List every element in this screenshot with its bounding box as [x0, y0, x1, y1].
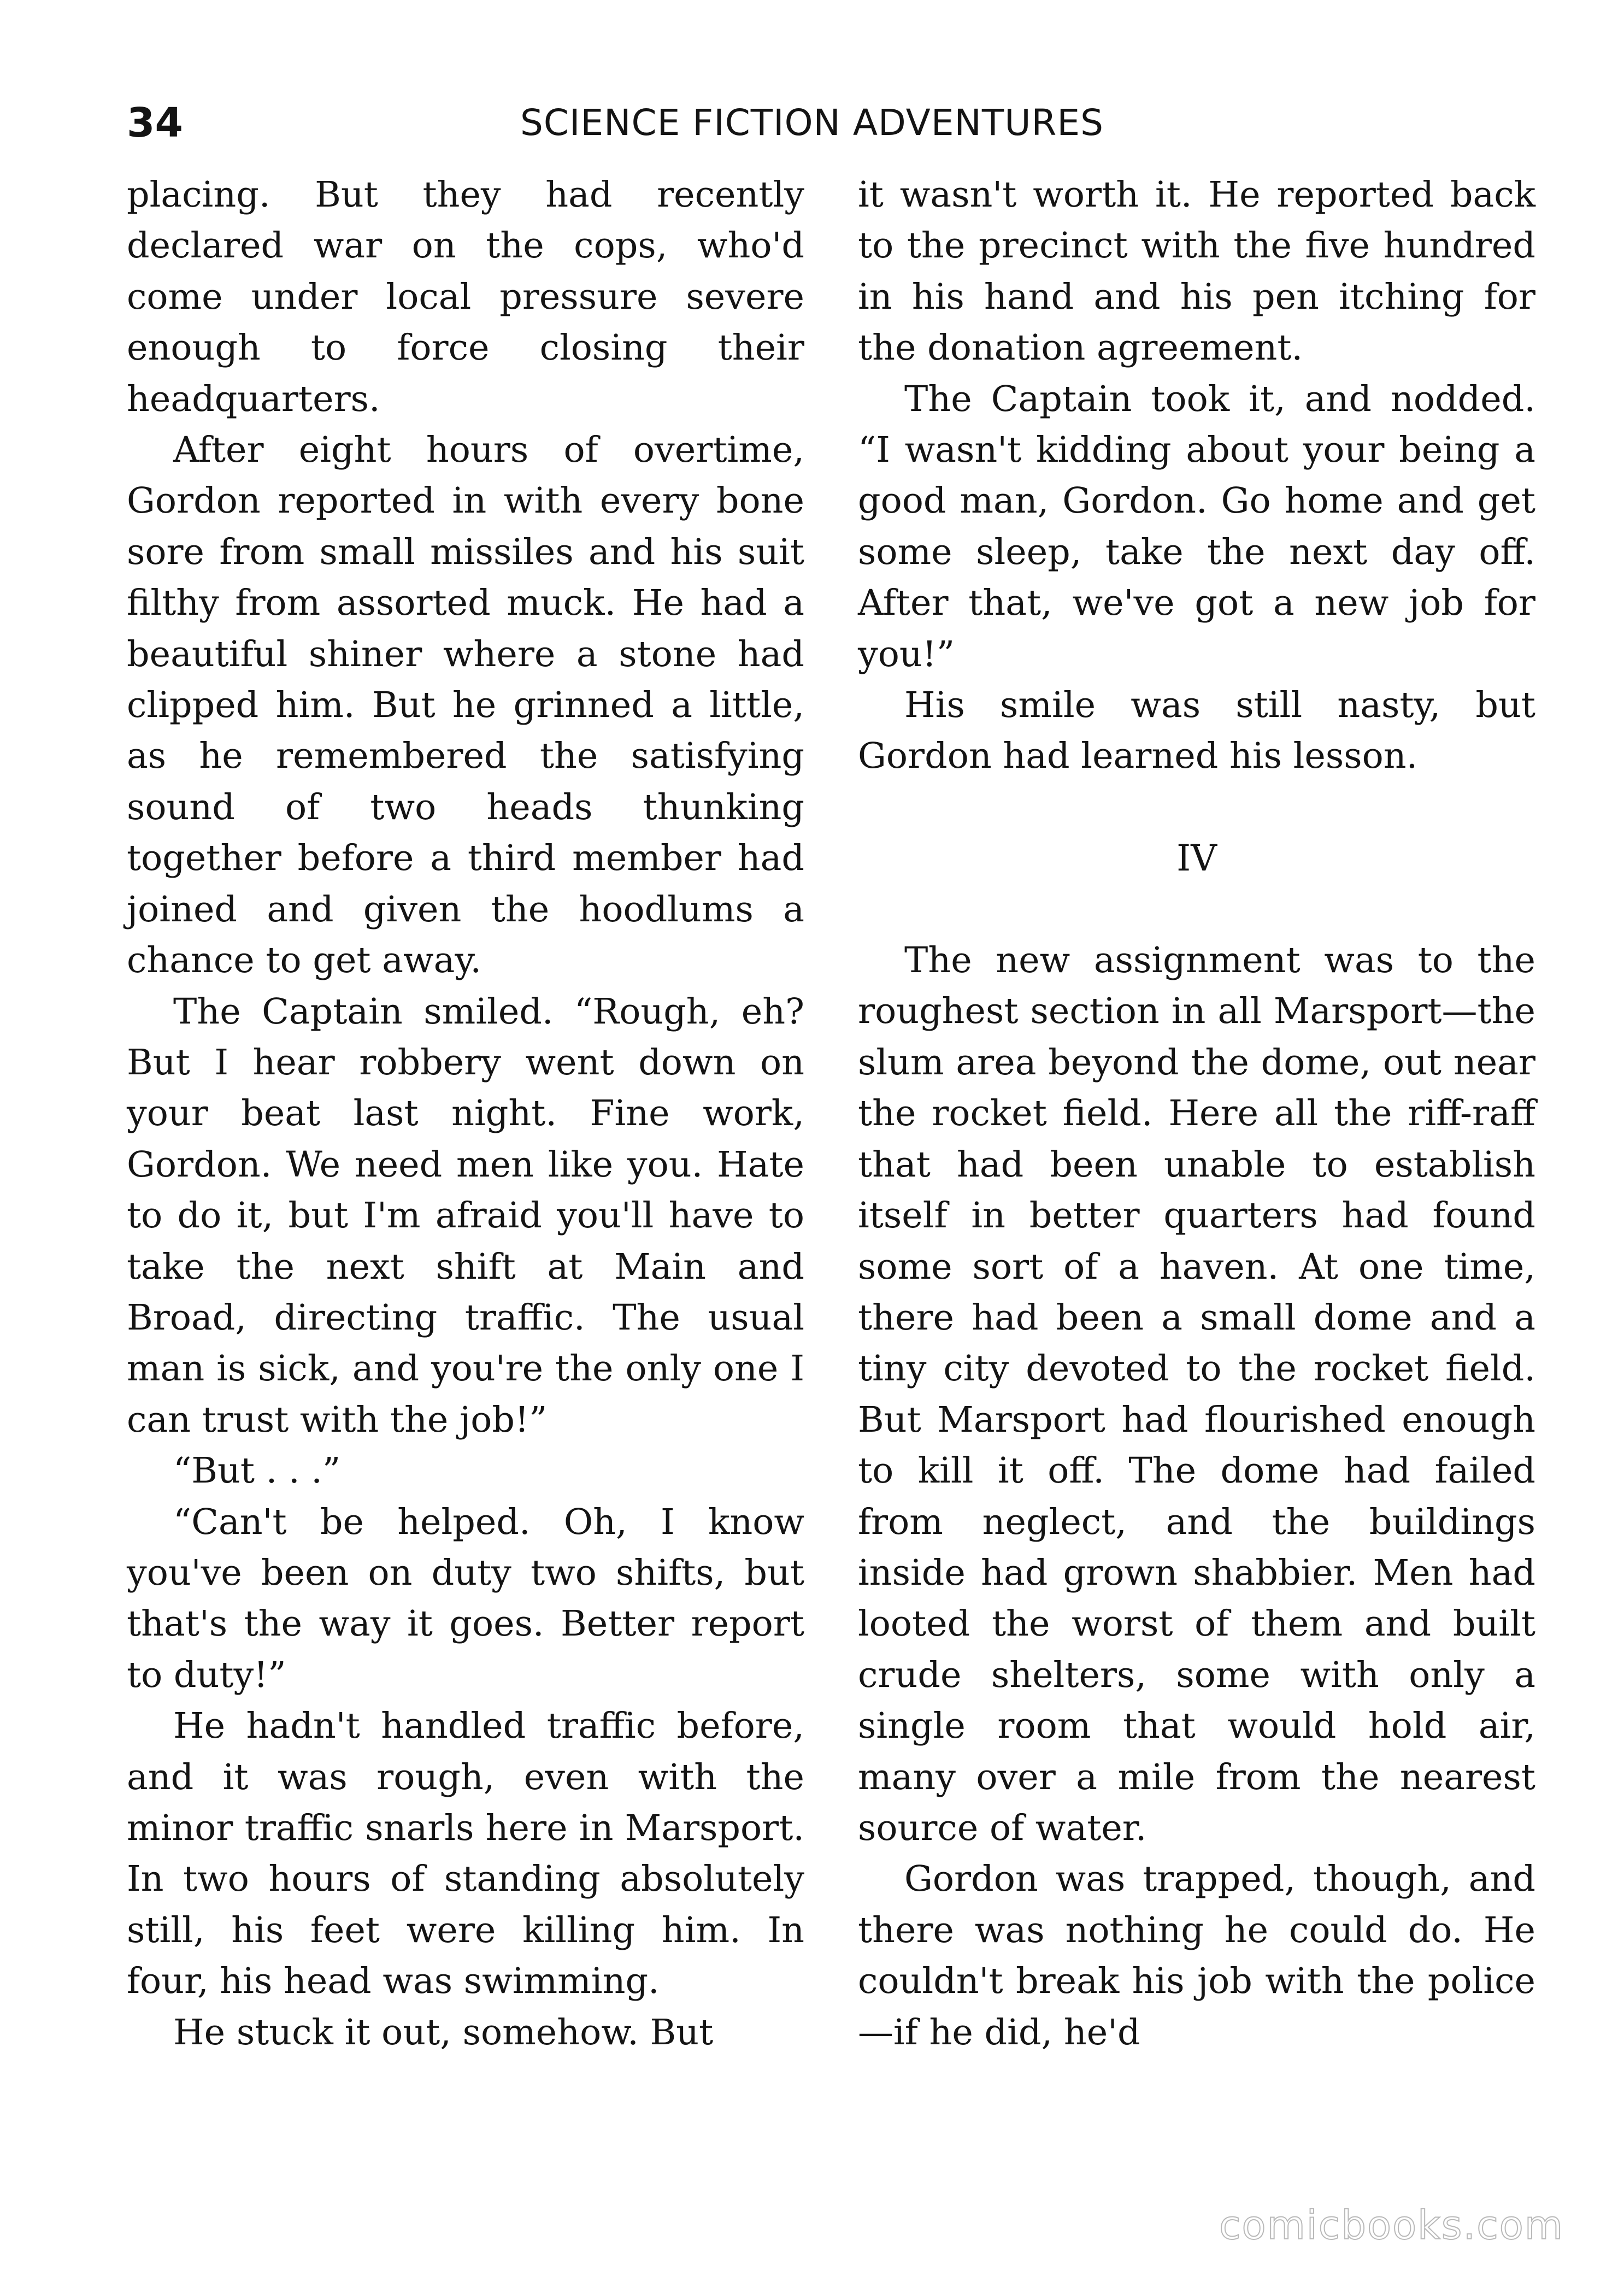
section-heading: IV: [1176, 837, 1217, 880]
paragraph: “Can't be helped. Oh, I know you've been on duty two shifts, but that's the way it goes. Better report to duty!”: [127, 1501, 804, 1696]
page-number: 34: [127, 99, 183, 146]
paragraph: The Captain took it, and nodded. “I wasn't kidding about your being a good man, Gordon. Go home and get some sleep, take the next day off. After that, we've got a new job for you!”: [858, 378, 1535, 675]
paragraph: it wasn't worth it. He reported back to the precinct with the five hundred in his hand and his pen itching for the donation agreement.: [858, 174, 1535, 369]
left-text-column: [127, 169, 804, 2058]
right-column-text-before-heading: [858, 169, 1535, 782]
paragraph: He stuck it out, somehow. But: [173, 2012, 714, 2053]
right-text-column: [858, 169, 1535, 2058]
paragraph: His smile was still nasty, but Gordon had learned his lesson.: [858, 685, 1535, 777]
paragraph: placing. But they had recently declared war on the cops, who'd come under local pressure severe enough to force closing their headquarters.: [127, 174, 804, 420]
paragraph: The new assignment was to the roughest section in all Marsport—the slum area beyond the dome, out near the rocket field. Here all the riff-raff that had been unable to establish itself in better quarters had found some sort of a haven. At one time, there had been a small dome and a tiny city devoted to the rocket field. But Marsport had flourished enough to kill it off. The dome had failed from neglect, and the buildings inside had grown shabbier. Men had looted the worst of them and built crude shelters, some with only a single room that would hold air, many over a mile from the nearest source of water.: [858, 940, 1535, 1849]
watermark-text: comicbooks.com: [1219, 2202, 1564, 2248]
paragraph: “But . . .”: [173, 1450, 341, 1492]
paragraph: He hadn't handled traffic before, and it was rough, even with the minor traffic snarls here in Marsport. In two hours of standing absolutely still, his feet were killing him. In four, his head was swimming.: [127, 1705, 804, 2002]
running-head-title: SCIENCE FICTION ADVENTURES: [520, 102, 1104, 144]
paragraph: The Captain smiled. “Rough, eh? But I hear robbery went down on your beat last night. Fine work, Gordon. We need men like you. Hate to do it, but I'm afraid you'll have to take the next shift at Main and Broad, directing traffic. The usual man is sick, and you're the only one I can trust with the job!”: [127, 991, 804, 1440]
page-header: [0, 93, 1624, 153]
right-column-text-after-heading: [858, 935, 1535, 2058]
paragraph: After eight hours of overtime, Gordon reported in with every bone sore from small missiles and his suit filthy from assorted muck. He had a beautiful shiner where a stone had clipped him. But he grinned a little, as he remembered the satisfying sound of two heads thunking together before a third member had joined and given the hoodlums a chance to get away.: [127, 430, 804, 981]
paragraph: Gordon was trapped, though, and there was nothing he could do. He couldn't break his job with the police—if he did, he'd: [858, 1858, 1535, 2053]
